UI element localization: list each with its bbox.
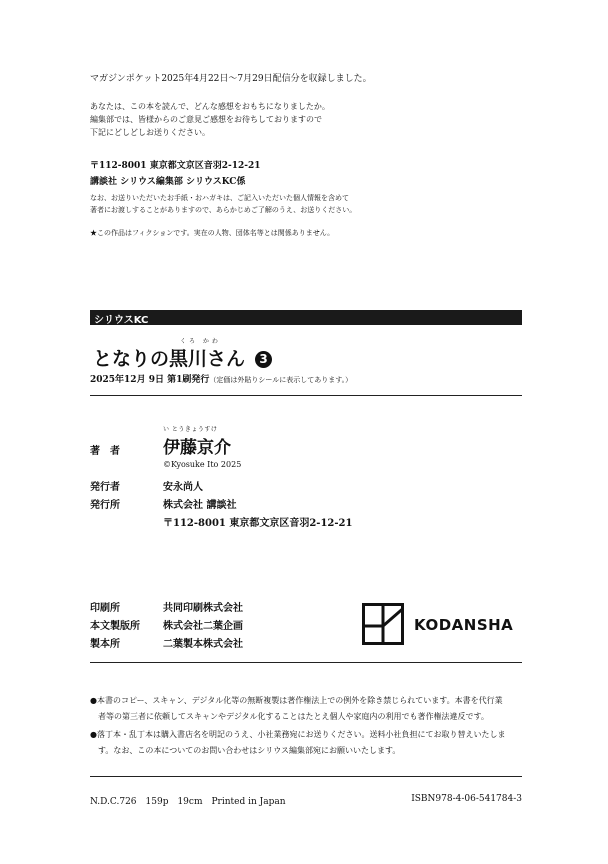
privacy-line-1: なお、お送りいただいたお手紙・おハガキは、ご記入いただいた個人情報を含めて <box>90 194 349 202</box>
feedback-line-3: 下記にどしどしお送りください。 <box>90 128 210 137</box>
fiction-note: ★この作品はフィクションです。実在の人物、団体名等とは関係ありません。 <box>90 229 335 237</box>
printer-value: 共同印刷株式会社 <box>163 603 243 614</box>
author-name: 伊藤京介 <box>163 438 231 458</box>
plate-maker-label: 本文製版所 <box>90 621 140 632</box>
kodansha-logo-icon <box>362 603 404 645</box>
publisher-label: 発行所 <box>90 500 120 511</box>
kodansha-wordmark: KODANSHA <box>414 616 514 634</box>
isbn: ISBN978-4-06-541784-3 <box>411 794 522 804</box>
divider-2 <box>90 662 522 663</box>
publisher-person: 安永尚人 <box>163 482 203 493</box>
publisher-person-label: 発行者 <box>90 482 120 493</box>
notice-2-line-2: す。なお、この本についてのお問い合わせはシリウス編集部宛にお願いいたします。 <box>90 746 401 755</box>
binder-value: 二葉製本株式会社 <box>163 639 243 650</box>
series-label-bar <box>90 310 522 325</box>
printer-label: 印刷所 <box>90 603 120 614</box>
book-title <box>93 344 272 371</box>
copyright: ©Kyosuke Ito 2025 <box>163 460 242 469</box>
notice-1-line-2: 者等の第三者に依頼してスキャンやデジタル化することはたとえ個人や家庭内の利用でも著作権法違反です。 <box>90 712 489 721</box>
price-note: （定価は外貼りシールに表示してあります。） <box>209 376 353 384</box>
privacy-line-2: 著者にお渡しすることがありますので、あらかじめご了解のうえ、お送りください。 <box>90 206 357 214</box>
feedback-line-1: あなたは、この本を読んで、どんな感想をおもちになりましたか。 <box>90 102 330 111</box>
notice-2-line-1: ●落丁本・乱丁本は購入書店名を明記のうえ、小社業務宛にお送りください。送料小社負担にてお取り替えいたしま <box>90 730 506 739</box>
series-label: シリウスKC <box>94 315 149 326</box>
notice-1-line-1: ●本書のコピー、スキャン、デジタル化等の無断複製は著作権法上での例外を除き禁じられています。本書を代行業 <box>90 696 503 705</box>
book-title-text: となりの黒川さん <box>93 348 246 370</box>
edition-date: 2025年12月 9日 第1刷発行 <box>90 375 210 385</box>
volume-number: 3 <box>255 351 272 368</box>
mail-department: 講談社 シリウス編集部 シリウスKC係 <box>90 177 246 187</box>
author-label: 著 者 <box>90 446 120 457</box>
plate-maker-value: 株式会社二葉企画 <box>163 621 243 632</box>
title-ruby: くろ かわ <box>180 338 221 345</box>
divider-1 <box>90 395 522 396</box>
serial-line: マガジンポケット2025年4月22日〜7月29日配信分を収録しました。 <box>90 74 372 84</box>
edition-line <box>90 372 352 385</box>
publisher-name: 株式会社 講談社 <box>163 500 237 511</box>
feedback-line-2: 編集部では、皆様からのご意見ご感想をお待ちしておりますので <box>90 115 322 124</box>
mail-address: 〒112-8001 東京都文京区音羽2-12-21 <box>90 161 261 171</box>
binder-label: 製本所 <box>90 639 120 650</box>
publisher-address: 〒112-8001 東京都文京区音羽2-12-21 <box>163 518 353 529</box>
divider-3 <box>90 776 522 777</box>
author-ruby: い とうきょうすけ <box>163 426 218 433</box>
book-specs: N.D.C.726 159p 19cm Printed in Japan <box>90 797 286 807</box>
